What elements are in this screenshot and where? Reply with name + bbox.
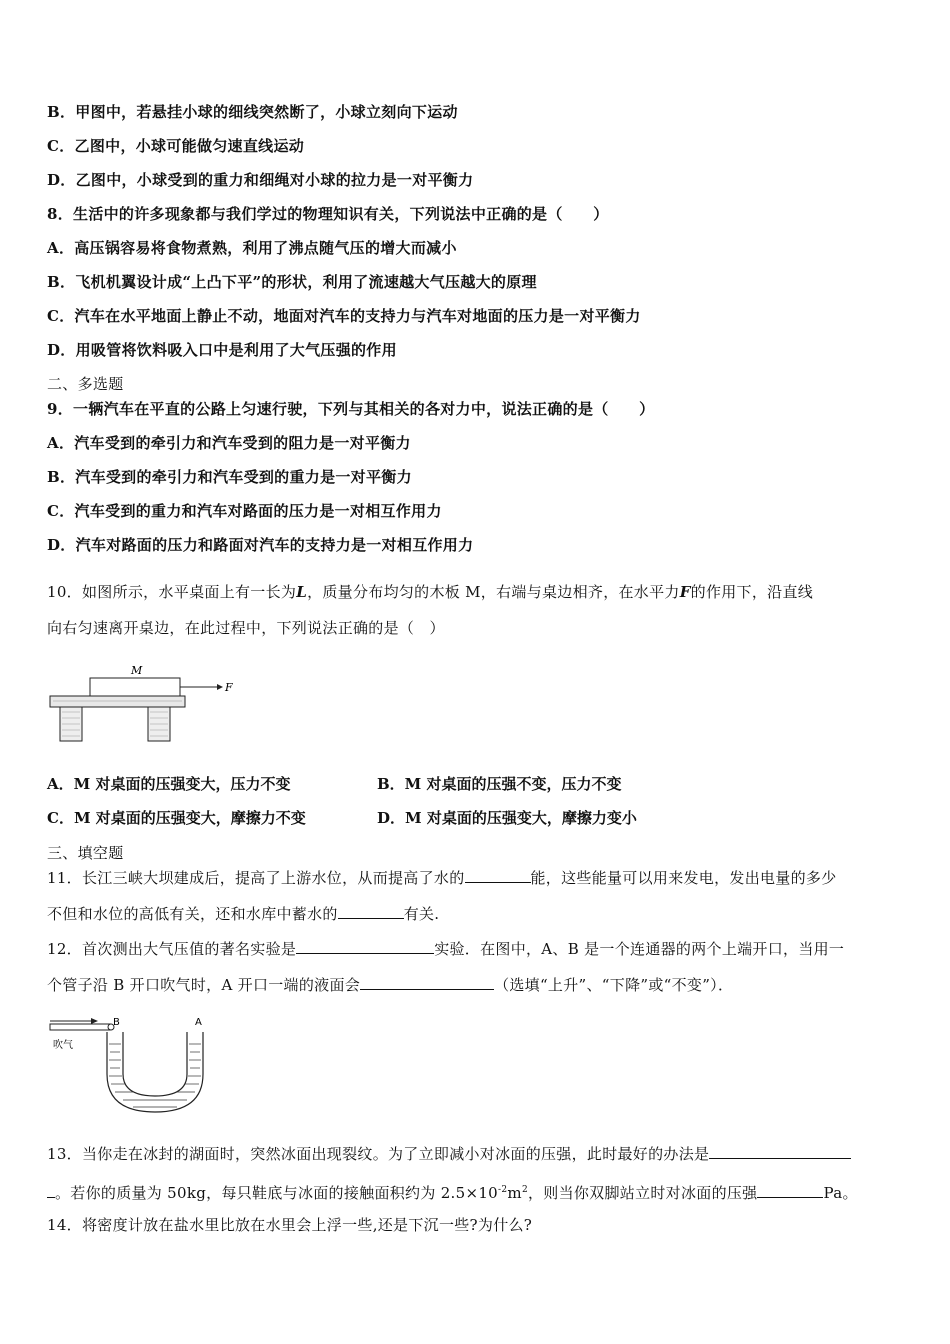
q10-stem-part3: 的作用下，沿直线	[690, 583, 814, 601]
q9-option-b: B．汽车受到的牵引力和汽车受到的重力是一对平衡力	[47, 468, 412, 486]
q13-blank-2[interactable]	[757, 1183, 823, 1198]
q12-line1	[47, 939, 844, 959]
q8-option-a: A．高压锅容易将食物煮熟，利用了沸点随气压的增大而减小	[47, 239, 457, 257]
q12-line2	[47, 975, 733, 995]
blow-label: 吹气	[53, 1040, 73, 1051]
board-m-label: M	[131, 664, 143, 677]
q13-part1: 13．当你走在冰封的湖面时，突然冰面出现裂纹。为了立即减小对冰面的压强，此时最好的办法是	[47, 1145, 710, 1163]
q12-part3: 个管子沿 B 开口吹气时，A 开口一端的液面会	[47, 976, 361, 994]
label-b: B	[113, 1017, 120, 1028]
q8-option-c: C．汽车在水平地面上静止不动，地面对汽车的支持力与汽车对地面的压力是一对平衡力	[47, 307, 641, 325]
q10-option-a: A．M 对桌面的压强变大，压力不变	[47, 775, 291, 793]
q12-blank-2[interactable]	[360, 975, 494, 990]
u-tube-inner	[123, 1032, 187, 1096]
q10-stem-part1: 10．如图所示，水平桌面上有一长为	[47, 583, 297, 601]
q9-option-d: D．汽车对路面的压力和路面对汽车的支持力是一对相互作用力	[47, 536, 474, 554]
q8-option-b: B．飞机机翼设计成“上凸下平”的形状，利用了流速越大气压越大的原理	[47, 273, 537, 291]
q13-exponent: -2	[498, 1185, 508, 1195]
q9-stem: 9．一辆汽车在平直的公路上匀速行驶，下列与其相关的各对力中，说法正确的是（ ）	[47, 400, 655, 418]
q12-part1: 12．首次测出大气压值的著名实验是	[47, 940, 297, 958]
q13-exponent-2: 2	[521, 1185, 528, 1195]
q8-stem: 8．生活中的许多现象都与我们学过的物理知识有关，下列说法中正确的是（ ）	[47, 205, 609, 223]
blow-arrow-head	[91, 1018, 98, 1024]
q12-u-tube-figure	[45, 1012, 225, 1117]
q13-part4: ，则当你双脚站立时对冰面的压强	[527, 1184, 758, 1202]
q10-option-d: D．M 对桌面的压强变大，摩擦力变小	[377, 809, 637, 827]
q13-part5: Pa。	[823, 1184, 858, 1202]
q10-symbol-l: L	[296, 583, 308, 601]
q13-blank-1[interactable]	[709, 1144, 851, 1159]
q10-stem-line1	[47, 582, 813, 602]
q13-line1	[47, 1144, 851, 1164]
q11-blank-2[interactable]	[338, 904, 404, 919]
section-multiple-choice: 二、多选题	[47, 375, 124, 393]
q11-part1: 11．长江三峡大坝建成后，提高了上游水位，从而提高了水的	[47, 869, 465, 887]
q11-line1	[47, 868, 837, 888]
q10-stem-line2: 向右匀速离开桌边，在此过程中，下列说法正确的是（ ）	[47, 619, 445, 637]
blow-pipe	[50, 1024, 110, 1030]
q13-part3: m	[507, 1184, 522, 1202]
q10-stem-part2: ，质量分布均匀的木板 M，右端与桌边相齐，在水平力	[307, 583, 680, 601]
q11-part4: 有关.	[403, 905, 440, 923]
q7-option-b: B．甲图中，若悬挂小球的细线突然断了，小球立刻向下运动	[47, 103, 458, 121]
force-f-label: F	[225, 681, 233, 694]
q8-option-d: D．用吸管将饮料吸入口中是利用了大气压强的作用	[47, 341, 397, 359]
q11-part2: 能，这些能量可以用来发电，发出电量的多少	[530, 869, 837, 887]
q11-blank-1[interactable]	[465, 868, 531, 883]
q12-blank-1[interactable]	[296, 939, 434, 954]
q7-option-d: D．乙图中，小球受到的重力和细绳对小球的拉力是一对平衡力	[47, 171, 474, 189]
q14-stem: 14．将密度计放在盐水里比放在水里会上浮一些,还是下沉一些?为什么?	[47, 1216, 533, 1234]
q13-blank-1-cont[interactable]	[47, 1183, 55, 1198]
force-arrow-head	[217, 684, 223, 690]
q13-line2	[47, 1180, 858, 1203]
q7-option-c: C．乙图中，小球可能做匀速直线运动	[47, 137, 305, 155]
q11-part3: 不但和水位的高低有关，还和水库中蓄水的	[47, 905, 338, 923]
q12-part2: 实验．在图中，A、B 是一个连通器的两个上端开口，当用一	[434, 940, 845, 958]
label-a: A	[195, 1017, 202, 1028]
q9-option-a: A．汽车受到的牵引力和汽车受到的阻力是一对平衡力	[47, 434, 411, 452]
q10-option-c: C．M 对桌面的压强变大，摩擦力不变	[47, 809, 306, 827]
board-m-shape	[90, 678, 180, 696]
q10-option-b: B．M 对桌面的压强不变，压力不变	[377, 775, 622, 793]
q10-board-table-figure	[45, 660, 245, 745]
q13-part2: 。若你的质量为 50kg，每只鞋底与冰面的接触面积约为 2.5×10	[55, 1184, 499, 1202]
q11-line2	[47, 904, 439, 924]
section-fill-in: 三、填空题	[47, 844, 124, 862]
q12-part4: （选填“上升”、“下降”或“不变”）．	[494, 976, 734, 994]
table-top	[50, 696, 185, 707]
q10-symbol-f: F	[679, 583, 691, 601]
q9-option-c: C．汽车受到的重力和汽车对路面的压力是一对相互作用力	[47, 502, 442, 520]
